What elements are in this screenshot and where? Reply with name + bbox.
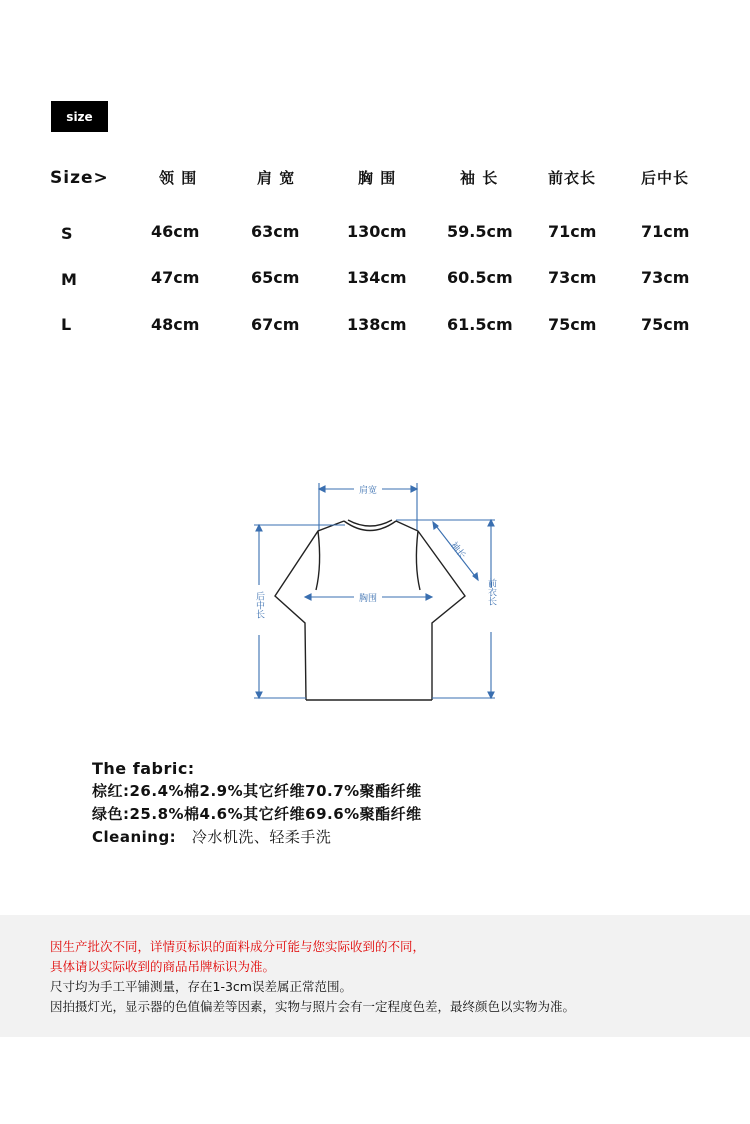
- row-s-front-length: 71cm: [548, 222, 597, 241]
- header-back-length: 后中长: [641, 169, 690, 187]
- row-s-chest: 130cm: [347, 222, 407, 241]
- header-front-length: 前衣长: [548, 169, 597, 187]
- cleaning-label: Cleaning:: [92, 828, 177, 846]
- cleaning-value: 冷水机洗、轻柔手洗: [191, 828, 332, 846]
- row-m-back-length: 73cm: [641, 268, 690, 287]
- cleaning-row: [92, 826, 422, 849]
- row-l-sleeve: 61.5cm: [447, 315, 513, 334]
- row-m-shoulder: 65cm: [251, 268, 300, 287]
- row-l-collar: 48cm: [151, 315, 200, 334]
- row-l-shoulder: 67cm: [251, 315, 300, 334]
- sleeve-label: 袖长: [448, 540, 468, 561]
- tshirt-measurement-diagram: [240, 478, 510, 708]
- row-m-collar: 47cm: [151, 268, 200, 287]
- row-s-back-length: 71cm: [641, 222, 690, 241]
- fabric-line-2: 绿色:25.8%棉4.6%其它纤维69.6%聚酯纤维: [92, 805, 422, 823]
- header-chest: 胸 围: [358, 169, 397, 187]
- row-s-size: S: [61, 224, 73, 243]
- row-m-front-length: 73cm: [548, 268, 597, 287]
- tshirt-outline: [275, 520, 465, 700]
- front-length-label: 前衣长: [486, 578, 496, 606]
- row-m-sleeve: 60.5cm: [447, 268, 513, 287]
- fabric-line-1: 棕红:26.4%棉2.9%其它纤维70.7%聚酯纤维: [92, 782, 422, 800]
- table-title: Size>: [50, 168, 109, 188]
- back-length-label: 后中长: [254, 591, 264, 619]
- notice-line-4: 因拍摄灯光，显示器的色值偏差等因素，实物与照片会有一定程度色差，最终颜色以实物为准。: [50, 999, 576, 1014]
- fabric-info: [92, 757, 422, 849]
- row-l-chest: 138cm: [347, 315, 407, 334]
- size-tag: size: [51, 101, 108, 132]
- row-l-front-length: 75cm: [548, 315, 597, 334]
- header-shoulder: 肩 宽: [257, 169, 296, 187]
- row-m-size: M: [61, 270, 77, 289]
- row-l-back-length: 75cm: [641, 315, 690, 334]
- header-collar: 领 围: [159, 169, 198, 187]
- notice-line-3: 尺寸均为手工平铺测量，存在1-3cm误差属正常范围。: [50, 979, 352, 994]
- chest-label: 胸围: [358, 594, 378, 604]
- row-s-shoulder: 63cm: [251, 222, 300, 241]
- header-sleeve: 袖 长: [460, 169, 499, 187]
- row-l-size: L: [61, 315, 72, 334]
- fabric-title: The fabric:: [92, 759, 195, 778]
- row-m-chest: 134cm: [347, 268, 407, 287]
- row-s-collar: 46cm: [151, 222, 200, 241]
- notice-panel: [0, 915, 750, 1037]
- notice-red-2: 具体请以实际收到的商品吊牌标识为准。: [50, 959, 276, 974]
- notice-red-1: 因生产批次不同，详情页标识的面料成分可能与您实际收到的不同，: [50, 939, 426, 954]
- shoulder-label: 肩宽: [358, 486, 378, 496]
- row-s-sleeve: 59.5cm: [447, 222, 513, 241]
